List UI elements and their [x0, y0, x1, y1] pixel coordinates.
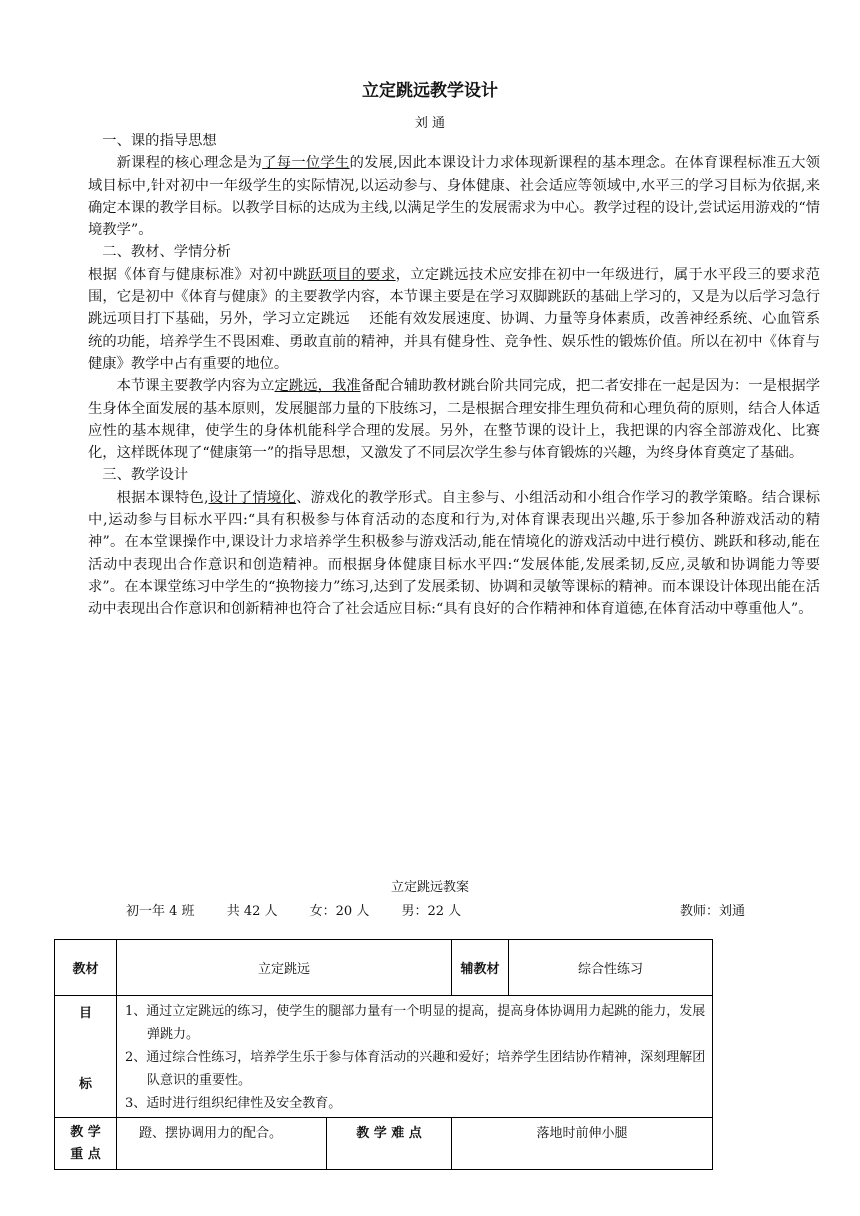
class-info: [126, 900, 489, 919]
table-row: [55, 1118, 713, 1170]
text: ，立定跳远技术应安排在初中一年级进行，属于水平段三的要求范围，它是初中《体育与健康》的主要教学内容，本节课主要是在学习双脚跳跃的基础上学习的，又是为以后学习急行跳远项目打下基础，另外，学习立定跳远 还能有效发展速度、协调、力量等身体素质，改善神经系统、心血管系统的功能，培养学生不畏困难、勇敢直前的精神，并具有健身性、竞争性、娱乐性的锻炼价值。所以在初中《体育与健康》教学中占有重要的地位。: [88, 266, 821, 372]
class-name: 初一年 4 班: [126, 904, 195, 919]
text: 本节课主要教学内容为立: [116, 378, 275, 395]
text: 、游戏化的教学形式。自主参与、小组活动和小组合作学习的教学策略。结合课标中,运动参与目标水平四:“具有积极参与体育活动的态度和行为,对体育课表现出兴趣,乐于参加各种游戏活动的精神”。在本堂课操作中,课设计力求培养学生积极参与游戏活动,能在情境化的游戏活动中进行模仿、跳跃和移动,能在活动中表现出合作意识和创造精神。而根据身体健康目标水平四:“发展体能,发展柔韧,反应,灵敏和协调能力等要求”。在本课堂练习中学生的“换物接力”练习,达到了发展柔韧、协调和灵敏等课标的精神。而本课设计体现出能在活动中表现出合作意识和创新精神也符合了社会适应目标:“具有良好的合作精神和体育道德,在体育活动中尊重他人”。: [88, 489, 821, 618]
lesson-plan-table: [54, 939, 713, 1170]
section-heading-design: 三、教学设计: [102, 467, 189, 484]
paragraph-analysis-1: [88, 264, 820, 375]
key-point-value: 蹬、摆协调用力的配合。: [117, 1118, 327, 1170]
key-label-line-1: 教 学: [70, 1124, 101, 1140]
section-heading-analysis: 二、教材、学情分析: [102, 244, 231, 261]
section-heading-guiding-idea: 一、课的指导思想: [102, 133, 217, 149]
teacher-name: 教师：刘通: [680, 904, 746, 919]
document-title: 立定跳远教学设计: [362, 81, 498, 101]
text: 的发展,因此本课设计力求体现新课程的基本理念。在体育课程标准五大领域目标中,针对初中一年级学生的实际情况,以运动参与、身体健康、社会适应等领域中,水平三的学习目标为依据,来确定本课的教学目标。以教学目标的达成为主线,以满足学生的发展需求为中心。教学过程的设计,尝试运用游戏的“情境教学”。: [88, 155, 821, 239]
goals-label: [55, 996, 117, 1118]
student-total: 共 42 人: [226, 904, 278, 919]
aux-material-label: 辅教材: [452, 940, 509, 996]
goals-label-wrap: [55, 996, 116, 1096]
document-body: [88, 130, 820, 621]
author-name: 刘 通: [414, 116, 446, 131]
goals-label-top: 目: [78, 1006, 92, 1021]
goals-label-bottom: 标: [78, 1077, 92, 1092]
underlined-text: 定跳远，我准: [274, 378, 361, 395]
difficulty-value: 落地时前伸小腿: [452, 1118, 713, 1170]
text: 新课程的核心理念是为: [116, 155, 263, 172]
list-item: 1、通过立定跳远的练习，使学生的腿部力量有一个明显的提高，提高身体协调用力起跳的能力，发展弹跳力。: [125, 1004, 706, 1042]
list-item: 3、适时进行组织纪律性及安全教育。: [125, 1096, 342, 1111]
lesson-plan-title: 立定跳远教案: [390, 880, 469, 895]
main-material-label: 教材: [55, 940, 117, 996]
key-label-line-2: 重 点: [70, 1146, 101, 1162]
key-point-label: [55, 1118, 117, 1170]
text: 根据本课特色,: [116, 489, 209, 506]
paragraph-guiding-idea: [88, 152, 820, 241]
paragraph-design: [88, 487, 820, 621]
male-count: 男：22 人: [401, 904, 462, 919]
underlined-text: 了每一位学生: [262, 155, 350, 172]
table-row: [55, 996, 713, 1118]
table-row: [55, 940, 713, 996]
female-count: 女：20 人: [309, 904, 370, 919]
list-item: 2、通过综合性练习，培养学生乐于参与体育活动的兴趣和爱好；培养学生团结协作精神，深刻理解团队意识的重要性。: [125, 1050, 706, 1088]
underlined-text: 跃项目的要求: [307, 266, 396, 283]
paragraph-analysis-2: [88, 375, 820, 464]
text: 备配合辅助教材跳台阶共同完成，把二者安排在一起是因为：一是根据学生身体全面发展的基本原则，发展腿部力量的下肢练习，二是根据合理安排生理负荷和心理负荷的原则，结合人体适应性的基本规律，使学生的身体机能科学合理的发展。另外，在整节课的设计上，我把课的内容全部游戏化、比赛化，这样既体现了“健康第一”的指导思想，又激发了不同层次学生参与体育锻炼的兴趣，为终身体育奠定了基础。: [88, 378, 820, 462]
goals-list: [117, 996, 713, 1118]
aux-material-value: 综合性练习: [509, 940, 713, 996]
text: 根据《体育与健康标准》对初中跳: [88, 266, 308, 283]
main-material-value: 立定跳远: [117, 940, 452, 996]
underlined-text: 设计了情境化: [208, 489, 297, 506]
difficulty-label: 教 学 难 点: [327, 1118, 452, 1170]
